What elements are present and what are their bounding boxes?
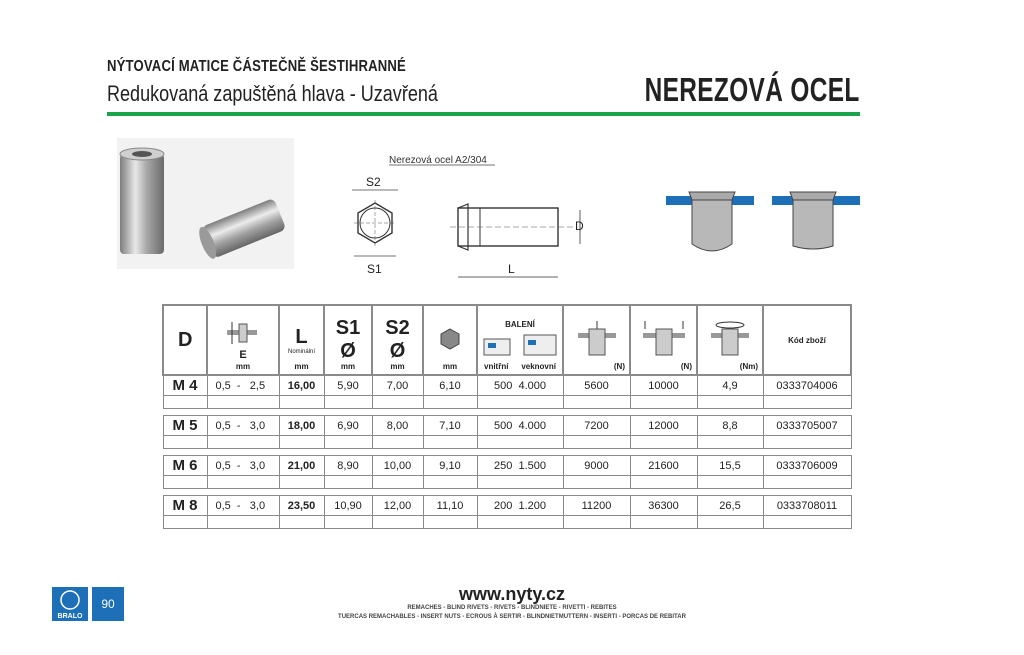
page-title: NÝTOVACÍ MATICE ČÁSTEČNĚ ŠESTIHRANNÉ — [107, 58, 406, 75]
material-heading: NEREZOVÁ OCEL — [644, 71, 860, 108]
table-row: M 8 0,5 - 3,0 23,50 10,90 12,00 11,10 200 1.200 11200 36300 26,5 0333708011 — [163, 496, 851, 516]
table-row: M 5 0,5 - 3,0 18,00 6,90 8,00 7,10 500 4.000 7200 12000 8,8 0333705007 — [163, 416, 851, 436]
header-divider — [107, 112, 860, 116]
footer-products-line-1: REMACHES - BLIND RIVETS - RIVETS - BLINDNIETE - RIVETTI - REBITES — [407, 605, 617, 611]
box-icon — [480, 329, 560, 357]
d-label: D — [575, 219, 584, 233]
material-label: Nerezová ocel A2/304 — [389, 155, 487, 166]
header-packaging: BALENÍ vnitřní veknovní — [477, 305, 563, 375]
product-photo — [117, 138, 294, 269]
header-d: D — [163, 305, 207, 375]
table-row: M 4 0,5 - 2,5 16,00 5,90 7,00 6,10 500 4.000 5600 10000 4,9 0333704006 — [163, 375, 851, 396]
hexagon-icon — [439, 328, 461, 350]
grip-range-icon — [223, 320, 263, 346]
table-header — [163, 305, 851, 375]
page-number: 90 — [92, 587, 124, 621]
s2-label: S2 — [366, 175, 381, 189]
header-tensile: (N) — [563, 305, 630, 375]
table-row: M 6 0,5 - 3,0 21,00 8,90 10,00 9,10 250 1.500 9000 21600 15,5 0333706009 — [163, 456, 851, 476]
website-link[interactable]: www.nyty.cz — [458, 584, 566, 604]
shear-force-icon — [639, 319, 689, 359]
header-s2: S2 Ø mm — [372, 305, 423, 375]
l-label: L — [508, 262, 515, 276]
header-torque: (Nm) — [697, 305, 763, 375]
page-subtitle: Redukovaná zapuštěná hlava - Uzavřená — [107, 81, 438, 106]
footer-products-line-2: TUERCAS REMACHABLES - INSERT NUTS - ECROUS À SERTIR - BLINDNIETMUTTERN - INSERTI - PORCAS DE REBITAR — [338, 614, 686, 620]
header-hex: mm — [423, 305, 477, 375]
installation-illustration — [662, 186, 862, 266]
svg-text:BRALO: BRALO — [57, 613, 83, 620]
header-shear: (N) — [630, 305, 697, 375]
specification-table — [162, 304, 850, 540]
s1-label: S1 — [367, 262, 382, 276]
header-e: E mm — [207, 305, 279, 375]
header-l: L Nominální mm — [279, 305, 324, 375]
header-code: Kód zboží — [763, 305, 851, 375]
header-s1: S1 Ø mm — [324, 305, 372, 375]
torque-icon — [705, 319, 755, 359]
tensile-force-icon — [572, 319, 622, 359]
